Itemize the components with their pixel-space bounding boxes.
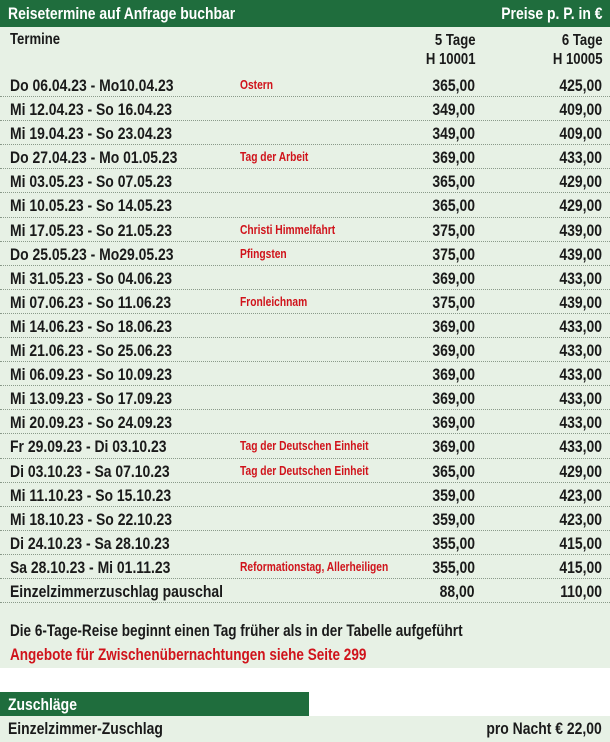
row-date: Mi 10.05.23 - So 14.05.23 [10, 196, 172, 216]
price-5-tage: 88,00 [440, 581, 475, 601]
row-note: Tag der Deutschen Einheit [240, 439, 369, 454]
prices-note: Preise p. P. in € [500, 4, 602, 23]
row-date: Mi 13.09.23 - So 17.09.23 [10, 389, 172, 409]
price-6-tage: 433,00 [559, 389, 602, 409]
price-5-tage: 369,00 [432, 437, 475, 457]
price-6-tage: 433,00 [559, 268, 602, 288]
table-row [0, 218, 610, 242]
price-6-tage: 429,00 [559, 461, 602, 481]
row-date: Do 06.04.23 - Mo10.04.23 [10, 76, 174, 95]
row-date: Mi 14.06.23 - So 18.06.23 [10, 316, 172, 336]
price-5-tage: 369,00 [432, 365, 475, 385]
row-note: Tag der Arbeit [240, 150, 309, 165]
row-date: Mi 31.05.23 - So 04.06.23 [10, 268, 172, 288]
row-date: Di 03.10.23 - Sa 07.10.23 [10, 461, 170, 481]
row-date: Mi 20.09.23 - So 24.09.23 [10, 413, 172, 433]
termine-header: Termine [10, 31, 61, 48]
table-row [0, 169, 610, 193]
row-date: Do 27.04.23 - Mo 01.05.23 [10, 148, 178, 168]
date-table [0, 73, 610, 603]
table-row [0, 410, 610, 434]
zuschlaege-header [0, 692, 309, 716]
price-5-tage: 365,00 [432, 461, 475, 481]
intermediate-stay-note: Angebote für Zwischenübernachtungen siehe Seite 299 [10, 646, 367, 664]
row-date: Mi 12.04.23 - So 16.04.23 [10, 100, 172, 120]
price-6-tage: 433,00 [559, 316, 602, 336]
price-5-tage: 359,00 [432, 485, 475, 505]
row-note: Pfingsten [240, 246, 287, 261]
table-row [0, 314, 610, 338]
info-line: Die 6-Tage-Reise beginnt einen Tag früher als in der Tabelle aufgeführt [10, 622, 463, 640]
table-row [0, 338, 610, 362]
price-6-tage: 423,00 [559, 509, 602, 529]
table-row [0, 579, 610, 603]
price-5-tage: 369,00 [432, 316, 475, 336]
price-5-tage: 365,00 [432, 76, 475, 95]
price-5-tage: 369,00 [432, 341, 475, 361]
price-6-tage: 423,00 [559, 485, 602, 505]
price-6-tage: 433,00 [559, 365, 602, 385]
price-6-tage: 429,00 [559, 196, 602, 216]
price-5-tage: 369,00 [432, 389, 475, 409]
table-row [0, 266, 610, 290]
row-date: Mi 19.04.23 - So 23.04.23 [10, 124, 172, 144]
row-date: Mi 17.05.23 - So 21.05.23 [10, 220, 172, 240]
price-5-tage: 375,00 [432, 292, 475, 312]
zuschlaege-label: Einzelzimmer-Zuschlag [8, 719, 163, 738]
price-6-tage: 439,00 [559, 292, 602, 312]
price-5-tage: 365,00 [432, 196, 475, 216]
price-5-tage: 349,00 [432, 124, 475, 144]
row-date: Di 24.10.23 - Sa 28.10.23 [10, 533, 170, 553]
row-date: Mi 11.10.23 - So 15.10.23 [10, 485, 172, 505]
row-note: Reformationstag, Allerheiligen [240, 559, 389, 574]
table-row [0, 531, 610, 555]
header-title: Reisetermine auf Anfrage buchbar [8, 4, 236, 23]
row-date: Mi 18.10.23 - So 22.10.23 [10, 509, 172, 529]
price-5-tage: 375,00 [432, 244, 475, 264]
row-note: Fronleichnam [240, 294, 308, 309]
row-date: Einzelzimmerzuschlag pauschal [10, 581, 224, 601]
row-date: Mi 03.05.23 - So 07.05.23 [10, 172, 172, 192]
price-6-tage: 433,00 [559, 413, 602, 433]
table-row [0, 507, 610, 531]
price-5-tage: 365,00 [432, 172, 475, 192]
row-date: Sa 28.10.23 - Mi 01.11.23 [10, 557, 171, 577]
price-5-tage: 369,00 [432, 268, 475, 288]
price-6-tage: 439,00 [559, 220, 602, 240]
row-date: Do 25.05.23 - Mo29.05.23 [10, 244, 174, 264]
price-5-tage: 375,00 [432, 220, 475, 240]
price-6-tage: 415,00 [559, 557, 602, 577]
table-row [0, 97, 610, 121]
table-row [0, 555, 610, 579]
six-day-header [542, 31, 603, 69]
price-6-tage: 415,00 [559, 533, 602, 553]
row-note: Christi Himmelfahrt [240, 222, 336, 237]
row-date: Mi 07.06.23 - So 11.06.23 [10, 292, 172, 312]
price-5-tage: 349,00 [432, 100, 475, 120]
zuschlaege-title: Zuschläge [8, 695, 77, 714]
price-6-tage: 409,00 [559, 124, 602, 144]
price-6-tage: 429,00 [559, 172, 602, 192]
table-row [0, 459, 610, 483]
five-day-label: 5 Tage [434, 32, 475, 49]
price-5-tage: 369,00 [432, 413, 475, 433]
price-6-tage: 409,00 [559, 100, 602, 120]
price-6-tage: 110,00 [560, 581, 602, 601]
six-day-label: 6 Tage [561, 32, 602, 49]
table-row [0, 242, 610, 266]
table-row [0, 434, 610, 458]
table-row [0, 483, 610, 507]
zuschlaege-row [0, 716, 610, 742]
row-note: Tag der Deutschen Einheit [240, 463, 369, 478]
table-row [0, 386, 610, 410]
table-row [0, 73, 610, 97]
price-6-tage: 433,00 [559, 148, 602, 168]
row-date: Mi 21.06.23 - So 25.06.23 [10, 341, 172, 361]
row-date: Mi 06.09.23 - So 10.09.23 [10, 365, 172, 385]
table-row [0, 290, 610, 314]
header-bar [0, 0, 610, 27]
price-6-tage: 433,00 [559, 437, 602, 457]
five-day-code: H 10001 [425, 51, 475, 68]
column-headers [0, 29, 610, 73]
five-day-header [415, 31, 476, 69]
price-5-tage: 359,00 [432, 509, 475, 529]
six-day-code: H 10005 [552, 51, 602, 68]
table-row [0, 193, 610, 217]
row-note: Ostern [240, 78, 274, 92]
price-6-tage: 425,00 [559, 76, 602, 95]
price-6-tage: 433,00 [559, 341, 602, 361]
price-5-tage: 369,00 [432, 148, 475, 168]
zuschlaege-value: pro Nacht € 22,00 [486, 719, 602, 738]
table-row [0, 145, 610, 169]
table-row [0, 362, 610, 386]
price-5-tage: 355,00 [432, 557, 475, 577]
table-row [0, 121, 610, 145]
price-6-tage: 439,00 [559, 244, 602, 264]
price-5-tage: 355,00 [432, 533, 475, 553]
row-date: Fr 29.09.23 - Di 03.10.23 [10, 437, 167, 457]
